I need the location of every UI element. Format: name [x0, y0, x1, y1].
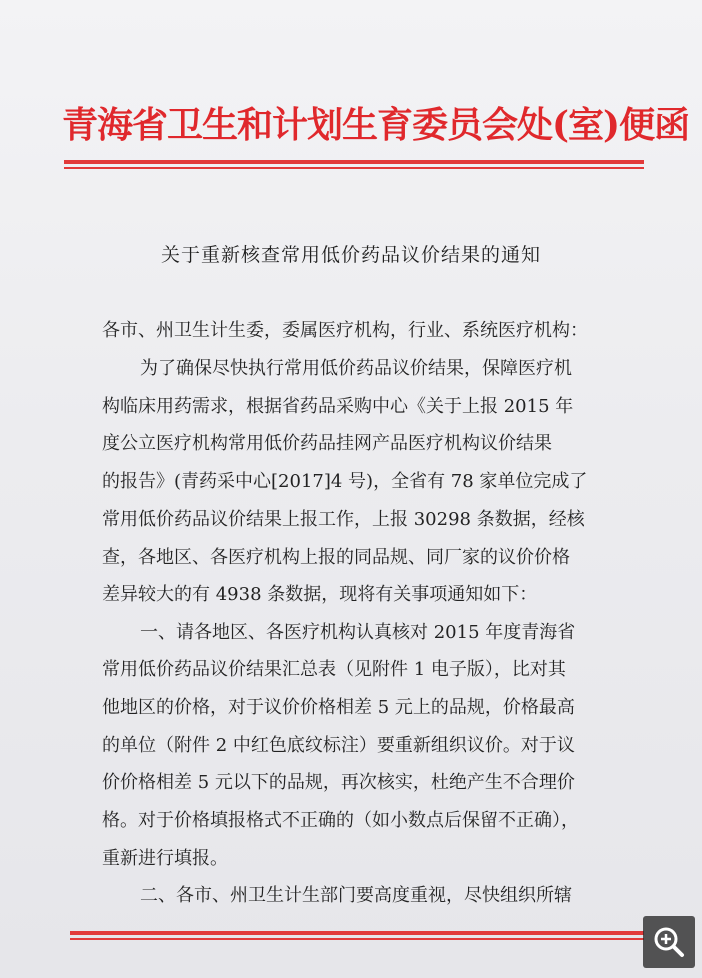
footer-rule-thin	[70, 938, 644, 940]
zoom-in-button[interactable]	[643, 916, 695, 968]
body-line: 度公立医疗机构常用低价药品挂网产品医疗机构议价结果	[102, 433, 552, 454]
footer-rule-thick	[70, 931, 644, 935]
letterhead-rule-thick	[64, 160, 644, 164]
body-line: 一、请各地区、各医疗机构认真核对 2015 年度青海省	[140, 622, 576, 643]
body-line: 他地区的价格，对于议价价格相差 5 元上的品规，价格最高	[102, 697, 575, 718]
body-line: 为了确保尽快执行常用低价药品议价结果，保障医疗机	[140, 358, 572, 379]
salutation-line: 各市、州卫生计生委，委属医疗机构，行业、系统医疗机构：	[102, 320, 588, 341]
body-line: 重新进行填报。	[102, 848, 228, 869]
body-line: 构临床用药需求，根据省药品采购中心《关于上报 2015 年	[102, 396, 574, 417]
body-line: 的单位（附件 2 中红色底纹标注）要重新组织议价。对于议	[102, 735, 575, 756]
zoom-in-icon	[643, 916, 695, 968]
body-line: 常用低价药品议价结果上报工作，上报 30298 条数据，经核	[102, 509, 585, 530]
body-line: 常用低价药品议价结果汇总表（见附件 1 电子版），比对其	[102, 659, 566, 680]
body-line: 差异较大的有 4938 条数据，现将有关事项通知如下：	[102, 584, 538, 605]
body-line: 格。对于价格填报格式不正确的（如小数点后保留不正确），	[102, 810, 579, 831]
body-line: 二、各市、州卫生计生部门要高度重视，尽快组织所辖	[140, 885, 572, 906]
body-line: 的报告》(青药采中心[2017]4 号)，全省有 78 家单位完成了	[102, 471, 588, 492]
notice-title: 关于重新核查常用低价药品议价结果的通知	[160, 244, 541, 266]
body-line: 查，各地区、各医疗机构上报的同品规、同厂家的议价价格	[102, 547, 570, 568]
letterhead-title: 青海省卫生和计划生育委员会处(室)便函	[62, 104, 690, 146]
body-line: 价价格相差 5 元以下的品规，再次核实，杜绝产生不合理价	[102, 772, 575, 793]
letterhead-rule-thin	[64, 167, 644, 169]
